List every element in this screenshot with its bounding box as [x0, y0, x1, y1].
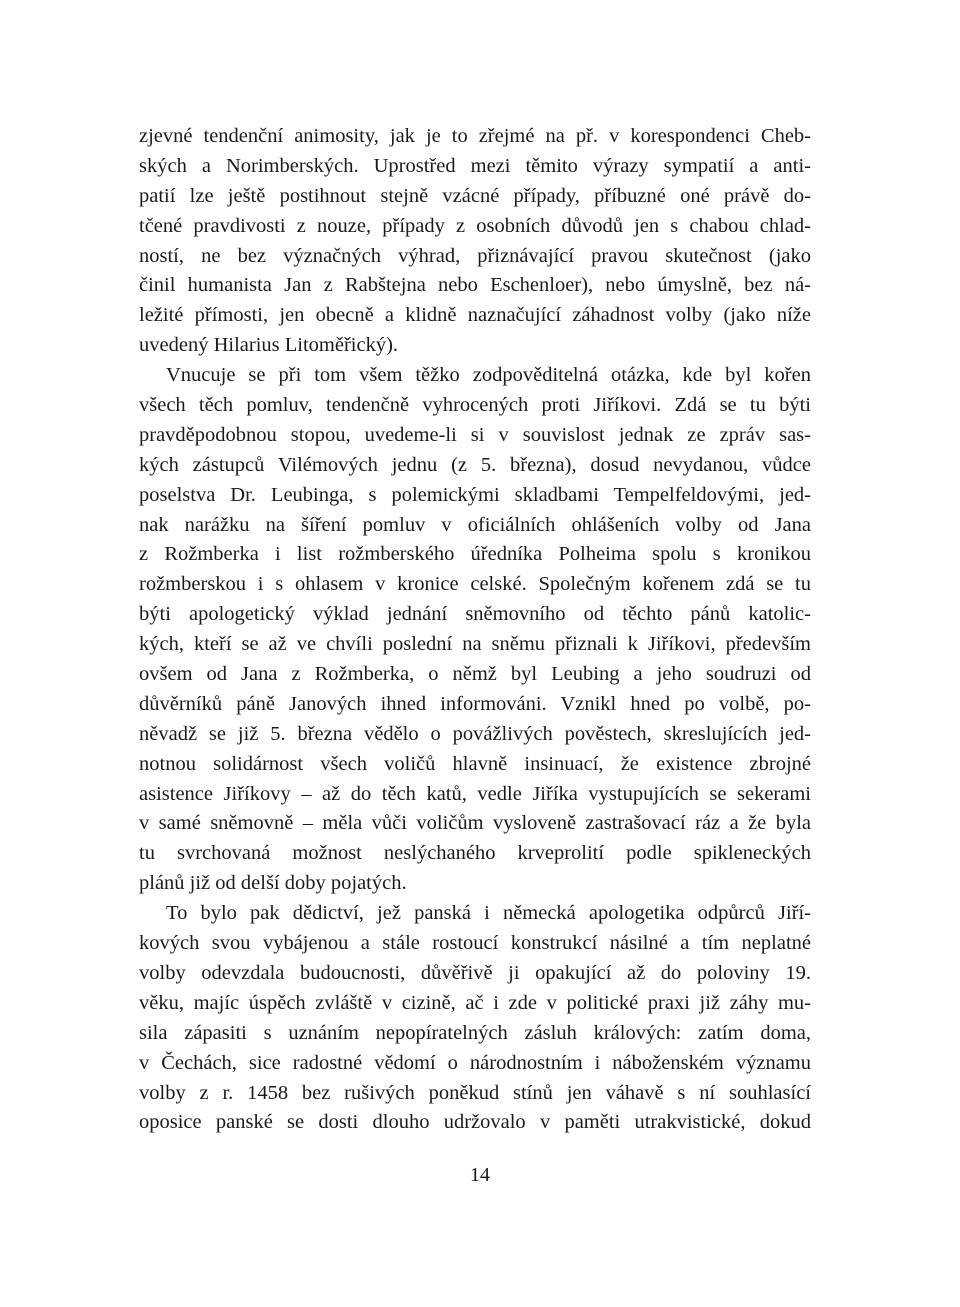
text-line: ských a Norimberských. Uprostřed mezi těmito výrazy sympatií a anti-	[139, 154, 811, 177]
text-line: zjevné tendenční animosity, jak je to zřejmé na př. v korespondenci Cheb-	[139, 125, 811, 147]
text-line: Vnucuje se při tom všem těžko zodpověditelná otázka, kde byl kořen	[166, 364, 811, 387]
body-text	[139, 122, 811, 1138]
text-line: činil humanista Jan z Rabštejna nebo Eschenloer), nebo úmyslně, bez ná-	[139, 274, 811, 297]
text-line: poselstva Dr. Leubinga, s polemickými skladbami Tempelfeldovými, jed-	[139, 483, 811, 506]
text-line: v Čechách, sice radostné vědomí o národnostním i náboženském významu	[139, 1051, 811, 1074]
text-line: něvadž se již 5. března vědělo o povážlivých pověstech, skreslujících jed-	[139, 722, 811, 745]
text-line: ovšem od Jana z Rožmberka, o němž byl Leubing a jeho soudruzi od	[139, 663, 811, 686]
text-line: věku, majíc úspěch zvláště v cizině, ač i zde v politické praxi již záhy mu-	[139, 991, 811, 1014]
text-line: volby odevzdala budoucnosti, důvěřivě ji opakující až do poloviny 19.	[139, 961, 811, 984]
text-line: ležité přímosti, jen obecně a klidně naznačující záhadnost volby (jako níže	[139, 304, 811, 327]
text-line: tu svrchovaná možnost neslýchaného krveprolití podle spikleneckých	[139, 842, 811, 865]
text-line: plánů již od delší doby pojatých.	[139, 872, 407, 895]
text-line: důvěrníků páně Janových ihned informováni. Vznikl hned po volbě, po-	[139, 692, 811, 715]
text-line: býti apologetický výklad jednání sněmovního od těchto pánů katolic-	[139, 603, 811, 626]
text-line: kových svou vybájenou a stále rostoucí konstrukcí násilné a tím neplatné	[139, 932, 811, 955]
text-line: patií lze ještě postihnout stejně vzácné případy, příbuzné oné právě do-	[139, 184, 811, 207]
page-number: 14	[470, 1164, 490, 1186]
text-line: kých, kteří se až ve chvíli poslední na sněmu přiznali k Jiříkovi, především	[139, 633, 811, 656]
text-line: tčené pravdivosti z nouze, případy z osobních důvodů jen s chabou chlad-	[139, 214, 811, 237]
text-line: asistence Jiříkovy – až do těch katů, vedle Jiříka vystupujících se sekerami	[139, 782, 811, 805]
text-line: rožmberskou i s ohlasem v kronice celské. Společným kořenem zdá se tu	[139, 573, 811, 596]
text-line: nak narážku na šíření pomluv v oficiálních ohlášeních volby od Jana	[139, 513, 811, 536]
text-line: notnou solidárnost všech voličů hlavně insinuací, že existence zbrojné	[139, 752, 811, 775]
text-line: z Rožmberka i list rožmberského úředníka Polheima spolu s kronikou	[139, 543, 811, 566]
text-line: oposice panské se dosti dlouho udržovalo v paměti utrakvistické, dokud	[139, 1111, 811, 1134]
text-line: v samé sněmovně – měla vůči voličům vysloveně zastrašovací ráz a že byla	[139, 812, 811, 835]
text-line: všech těch pomluv, tendenčně vyhrocených proti Jiříkovi. Zdá se tu býti	[139, 394, 811, 417]
text-line: volby z r. 1458 bez rušivých poněkud stínů jen váhavě s ní souhlasící	[139, 1081, 811, 1104]
text-line: ností, ne bez význačných výhrad, přiznávající pravou skutečnost (jako	[139, 244, 811, 267]
text-line: kých zástupců Vilémových jednu (z 5. března), dosud nevydanou, vůdce	[139, 453, 811, 476]
text-line: To bylo pak dědictví, jež panská i německá apologetika odpůrců Jiří-	[166, 902, 811, 925]
text-line: uvedený Hilarius Litoměřický).	[139, 334, 399, 357]
text-line: pravděpodobnou stopou, uvedeme-li si v souvislost jednak ze zpráv sas-	[139, 423, 811, 446]
text-line: sila zápasiti s uznáním nepopíratelných zásluh králových: zatím doma,	[139, 1021, 811, 1044]
